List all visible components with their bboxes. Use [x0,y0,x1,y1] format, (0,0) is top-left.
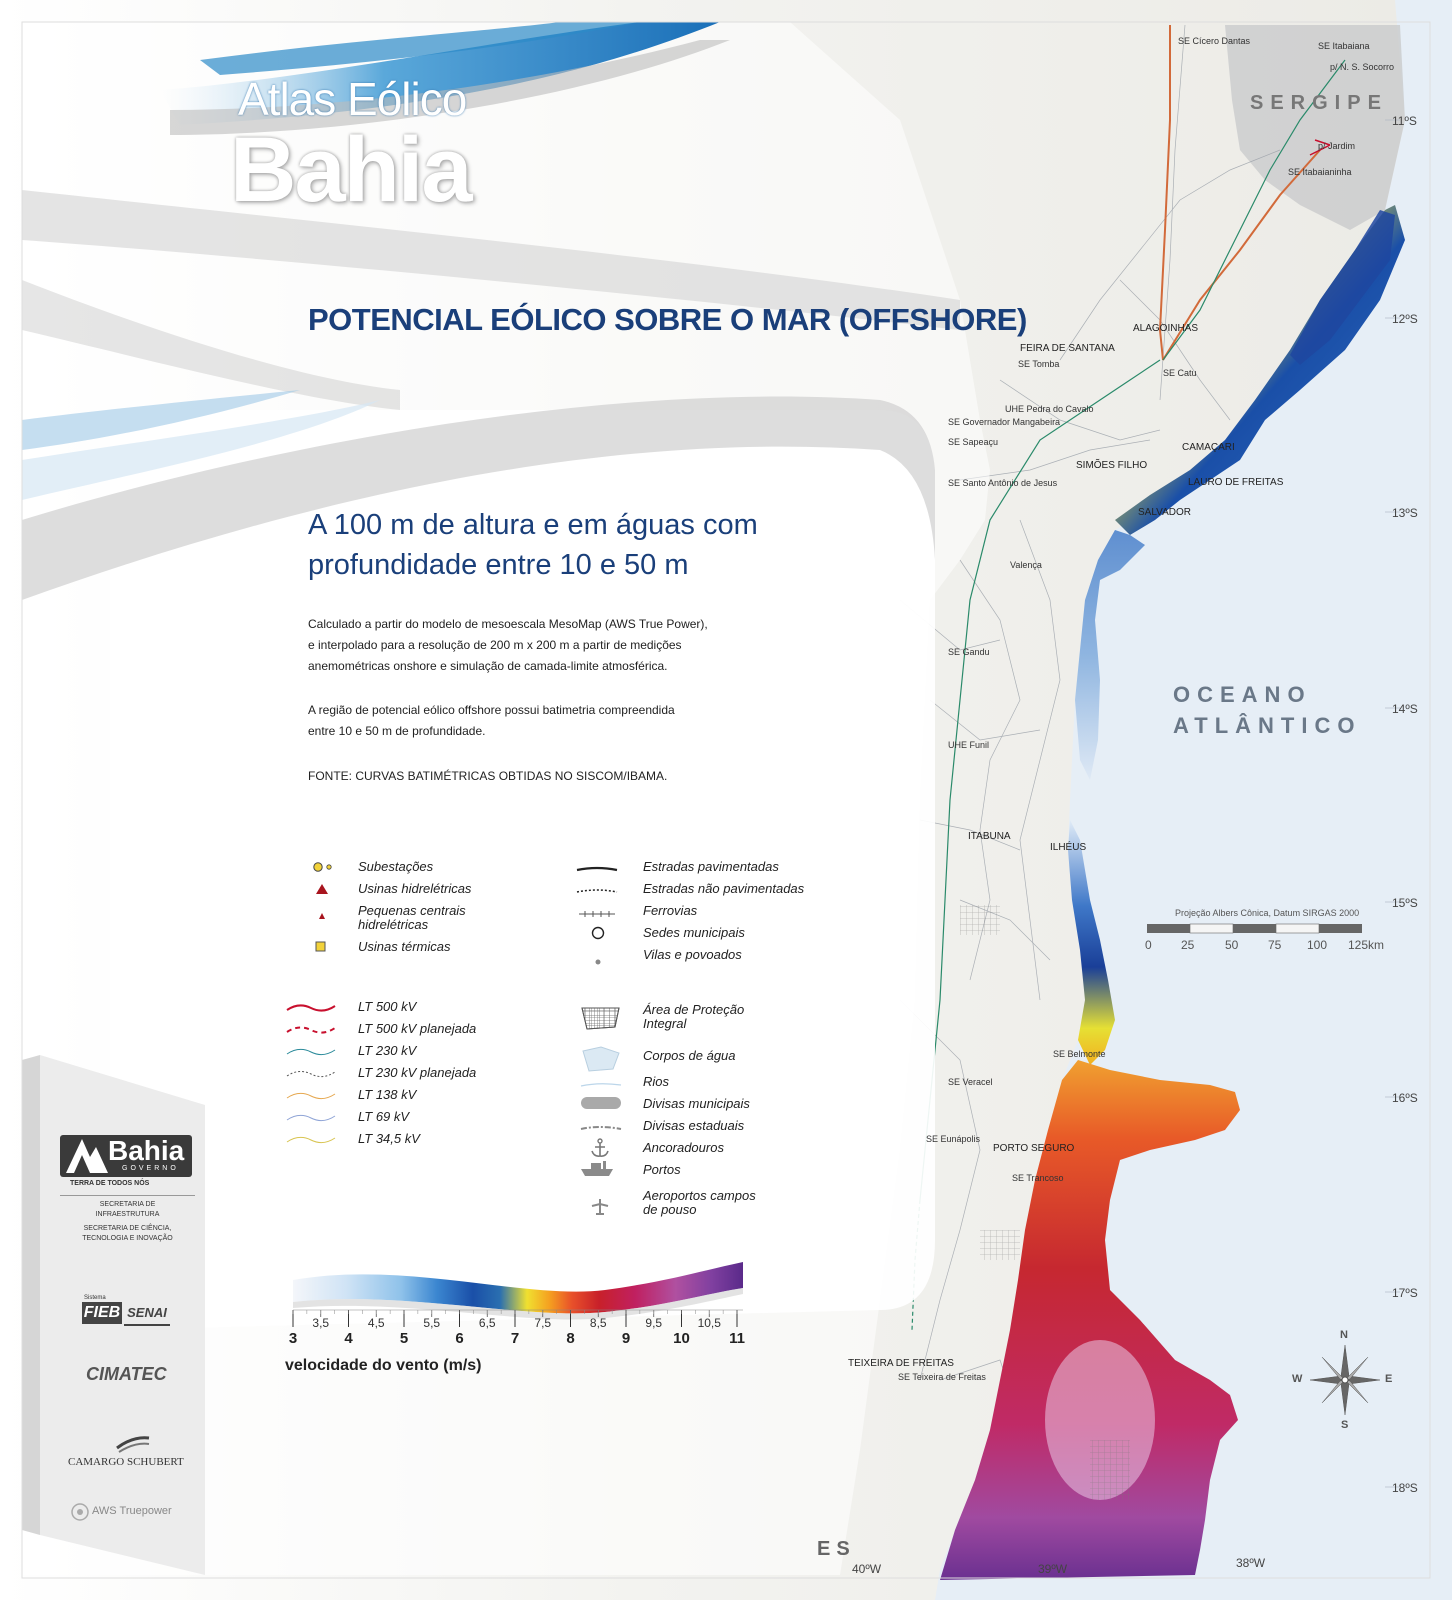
place-label: SE Itabaiana [1318,41,1370,51]
place-label: SE Eunápolis [926,1134,981,1144]
description-line: entre 10 e 50 m de profundidade. [308,724,486,738]
scale-tick: 100 [1307,938,1328,952]
scale-tick: 125km [1348,938,1385,952]
place-label: SE Cícero Dantas [1178,36,1251,46]
scale-tick: 25 [1181,938,1195,952]
place-label: SE Santo Antônio de Jesus [948,478,1058,488]
slogan-text: TERRA DE TODOS NÓS [70,1180,150,1187]
legend-label: Sedes municipais [643,925,745,940]
atlas-title: Atlas Eólico [238,73,467,125]
longitude-label: 40ºW [852,1562,882,1576]
ocean-label: OCEANO [1173,682,1312,707]
place-label: SE Itabaianinha [1288,167,1352,177]
logo-divider [60,1195,195,1196]
compass-s: S [1341,1419,1349,1431]
compass-n: N [1340,1329,1348,1341]
secretaria-line: SECRETARIA DE [99,1201,156,1208]
place-label: SIMÕES FILHO [1076,460,1148,471]
legend-label: Corpos de água [643,1048,736,1063]
place-label: SE Gandu [948,647,990,657]
colorbar-minor-label: 6,5 [478,1316,496,1330]
place-label: SE Sapeaçu [948,437,999,447]
colorbar-minor-label: 4,5 [367,1316,385,1330]
legend-label: LT 230 kV [358,1043,417,1058]
scale-tick-labels [1145,938,1385,954]
place-label: PORTO SEGURO [993,1143,1075,1154]
compass-rose [1292,1329,1393,1431]
compass-rose-icon [1300,1335,1393,1425]
camargo-schubert-text: CAMARGO SCHUBERT [68,1456,184,1468]
place-label: TEIXEIRA DE FREITAS [848,1358,954,1369]
scale-tick: 50 [1225,938,1239,952]
fieb-logo: FIEB [82,1302,122,1324]
legend-label: Pequenas centrais hidrelétricas [358,903,466,932]
latitude-label: 14ºS [1392,702,1418,716]
colorbar-major-label: 4 [344,1330,353,1347]
subtitle-line-1: A 100 m de altura e em águas com [308,509,758,541]
secretaria-line: INFRAESTRUTURA [95,1211,160,1218]
legend-label: Ferrovias [643,903,698,918]
logo-fieb-senai [82,1295,182,1335]
compass-e: E [1385,1373,1393,1385]
place-label: SE Veracel [948,1077,993,1087]
latitude-label: 12ºS [1392,312,1418,326]
latitude-label: 11ºS [1392,114,1417,128]
ocean-label: ATLÂNTICO [1173,713,1362,738]
secretaria-infraestrutura [60,1200,195,1220]
colorbar-major-label: 3 [288,1330,298,1347]
secretaria-line: TECNOLOGIA E INOVAÇÃO [82,1235,173,1242]
colorbar-minor-label: 10,5 [697,1316,721,1330]
water-body-icon [579,1045,623,1078]
bahia-title: Bahia [230,119,471,221]
legend-label: Divisas estaduais [643,1118,745,1133]
latitude-label: 15ºS [1392,896,1418,910]
colorbar-minor-labels [285,1316,755,1332]
colorbar-minor-label: 9,5 [645,1316,663,1330]
legend-label: LT 500 kV planejada [358,1021,477,1036]
legend-label: Vilas e povoados [643,947,742,962]
source-note: FONTE: CURVAS BATIMÉTRICAS OBTIDAS NO SISCOM/IBAMA. [308,769,668,783]
place-label: SE Teixeira de Freitas [898,1372,986,1382]
place-label: ILHÉUS [1050,842,1087,853]
legend-label: Portos [643,1162,681,1177]
place-label: SE Trancoso [1012,1173,1064,1183]
place-label: CAMAÇARI [1182,442,1235,453]
scale-bar [1145,908,1385,958]
legend-label: Aeroportos campos de pouso [643,1188,756,1217]
municipal-boundary-icon [579,1095,623,1116]
state-label-es: ES [817,1538,856,1560]
governo-text: GOVERNO [122,1165,179,1172]
place-label: UHE Pedra do Cavalo [1005,404,1094,414]
legend-label: LT 500 kV [358,999,417,1014]
colorbar-minor-label: 8,5 [589,1316,607,1330]
latitude-label: 16ºS [1392,1091,1418,1105]
latitude-label: 18ºS [1392,1481,1418,1495]
scale-tick: 75 [1268,938,1282,952]
aws-logo-icon [70,1502,90,1522]
place-label: FEIRA DE SANTANA [1020,343,1115,354]
compass-w: W [1292,1373,1303,1385]
subtitle [308,505,758,585]
colorbar-title: velocidade do vento (m/s) [285,1357,482,1374]
place-label: SALVADOR [1138,507,1191,518]
legend-areas [575,1002,825,1225]
small-hydro-icon [317,908,327,926]
logo-bahia-governo [60,1133,195,1193]
colorbar-minor-label: 3,5 [312,1316,330,1330]
legend-label: Usinas hidrelétricas [358,881,472,896]
place-label: SE Catu [1163,368,1197,378]
place-label: p/ Jardim [1318,141,1356,151]
colorbar-major-label: 8 [566,1330,575,1347]
logo-aws-truepower [70,1502,200,1526]
latitude-label: 13ºS [1392,506,1418,520]
secretaria-ciencia [60,1224,195,1244]
wind-colorbar [285,1250,755,1380]
description-paragraph-2 [308,700,675,742]
protected-area-icon [579,1005,623,1036]
scale-tick: 0 [1145,938,1152,952]
colorbar-minor-label: 5,5 [423,1316,441,1330]
aws-truepower-text: AWS Truepower [92,1505,172,1517]
place-label: LAURO DE FREITAS [1188,477,1284,488]
description-line: anemométricas onshore e simulação de camada-limite atmosférica. [308,659,668,673]
legend-label: Estradas pavimentadas [643,859,779,874]
description-line: e interpolado para a resolução de 200 m x 200 m a partir de medições [308,638,682,652]
place-label: SE Governador Mangabeira [948,417,1061,427]
colorbar-major-label: 5 [399,1330,409,1347]
description-line: A região de potencial eólico offshore possui batimetria compreendida [308,703,675,717]
thermal-plant-icon [315,940,327,958]
municipal-seat-icon [591,926,605,945]
hydro-plant-icon [314,882,330,901]
port-icon [579,1159,619,1184]
airport-icon [589,1197,611,1222]
latitude-label: 17ºS [1392,1286,1418,1300]
legend-label: Ancoradouros [643,1140,724,1155]
place-label: SE Belmonte [1053,1049,1106,1059]
secretaria-line: SECRETARIA DE CIÊNCIA, [83,1225,172,1232]
legend-label: Divisas municipais [643,1096,750,1111]
transmission-line-icons [285,1000,337,1160]
railway-icon [575,906,619,924]
colorbar-minor-label: 7,5 [534,1316,552,1330]
description-line: Calculado a partir do modelo de mesoescala MesoMap (AWS True Power), [308,617,708,631]
camargo-schubert-icon [113,1432,153,1454]
description-paragraph-1 [308,614,708,677]
legend-lines [285,1000,525,1160]
colorbar-major-label: 6 [455,1330,464,1347]
legend-label: LT 69 kV [358,1109,410,1124]
logo-camargo-schubert [68,1432,198,1472]
legend-label: LT 230 kV planejada [358,1065,477,1080]
subtitle-line-2: profundidade entre 10 e 50 m [308,549,689,581]
place-label: Valença [1010,560,1042,570]
scale-bar-graphic [1145,922,1385,936]
legend-label: LT 138 kV [358,1087,417,1102]
sistema-text: Sistema [84,1295,106,1301]
longitude-label: 38ºW [1236,1556,1266,1570]
place-label: UHE Funil [948,740,990,750]
legend-label: Estradas não pavimentadas [643,881,805,896]
senai-logo: SENAI [124,1302,170,1326]
place-label: ITABUNA [968,831,1011,842]
colorbar-major-label: 10 [673,1330,690,1347]
legend-label: Subestações [358,859,434,874]
legend-label: Usinas térmicas [358,939,451,954]
colorbar-major-label: 11 [729,1330,745,1347]
substation-icon [310,860,340,879]
cimatec-logo: CIMATEC [86,1364,167,1384]
colorbar-major-label: 9 [621,1330,631,1347]
legend-label: LT 34,5 kV [358,1131,420,1146]
legend-label: Área de Proteção Integral [643,1002,745,1031]
paved-road-icon [575,862,619,880]
unpaved-road-icon [575,884,619,902]
colorbar-major-label: 7 [510,1330,520,1347]
projection-note: Projeção Albers Cônica, Datum SIRGAS 2000 [1175,908,1360,918]
bahia-logo-text: Bahia [108,1135,185,1166]
place-label: SE Tomba [1018,359,1060,369]
river-icon [579,1077,623,1095]
village-icon [595,952,601,970]
place-label: ALAGOINHAS [1133,323,1199,334]
longitude-label: 39ºW [1038,1562,1068,1576]
colorbar-major-labels [285,1330,755,1350]
legend-label: Rios [643,1074,670,1089]
main-title: POTENCIAL EÓLICO SOBRE O MAR (OFFSHORE) [308,302,1027,337]
place-label: p/ N. S. Socorro [1330,62,1395,72]
state-label-sergipe: SERGIPE [1250,92,1388,114]
